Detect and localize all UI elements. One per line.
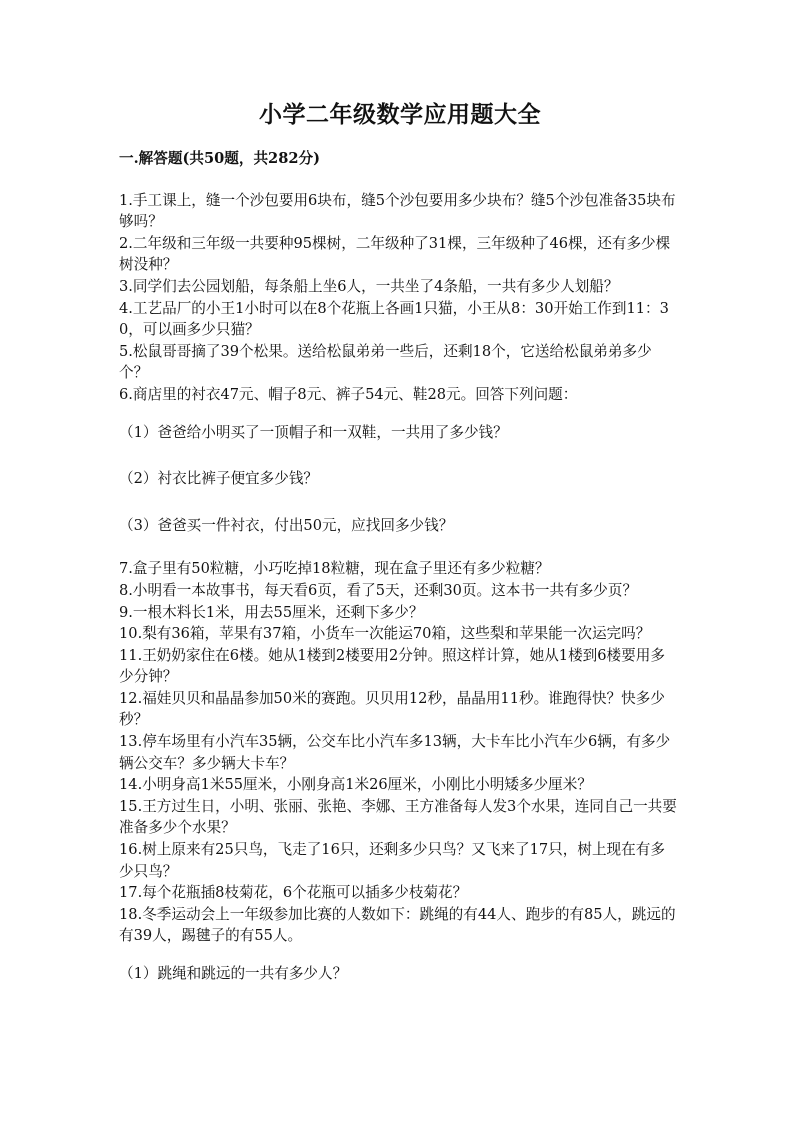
question-9: 9.一根木料长1米，用去55厘米，还剩下多少？ bbox=[119, 603, 424, 621]
question-2: 2.二年级和三年级一共要种95棵树，二年级种了31棵，三年级种了46棵，还有多少棵树没种？ bbox=[119, 234, 671, 274]
question-18-sub-1: （1）跳绳和跳远的一共有多少人？ bbox=[119, 965, 348, 982]
question-18: 18.冬季运动会上一年级参加比赛的人数如下：跳绳的有44人、跑步的有85人，跳远的有39人，踢毽子的有55人。 bbox=[119, 905, 676, 945]
question-17: 17.每个花瓶插8枝菊花，6个花瓶可以插多少枝菊花？ bbox=[119, 884, 468, 902]
question-14: 14.小明身高1米55厘米，小刚身高1米26厘米，小刚比小明矮多少厘米？ bbox=[119, 776, 592, 794]
document-body bbox=[119, 148, 679, 985]
question-6-sub-2: （2）衬衣比裤子便宜多少钱？ bbox=[119, 470, 319, 488]
question-6: 6.商店里的衬衣47元、帽子8元、裤子54元、鞋28元。回答下列问题： bbox=[119, 385, 578, 403]
question-8: 8.小明看一本故事书，每天看6页，看了5天，还剩30页。这本书一共有多少页？ bbox=[119, 581, 638, 599]
page-title: 小学二年级数学应用题大全 bbox=[259, 101, 541, 128]
question-10: 10.梨有36箱，苹果有37箱，小货车一次能运70箱，这些梨和苹果能一次运完吗？ bbox=[119, 625, 651, 643]
question-3: 3.同学们去公园划船，每条船上坐6人，一共坐了4条船，一共有多少人划船？ bbox=[119, 277, 619, 295]
section-heading: 一.解答题(共50题，共282分) bbox=[119, 150, 321, 167]
question-11: 11.王奶奶家住在6楼。她从1楼到2楼要用2分钟。照这样计算，她从1楼到6楼要用多少分钟？ bbox=[119, 646, 665, 686]
question-5: 5.松鼠哥哥摘了39个松果。送给松鼠弟弟一些后，还剩18个，它送给松鼠弟弟多少个？ bbox=[119, 342, 652, 382]
question-6-sub-1: （1）爸爸给小明买了一顶帽子和一双鞋，一共用了多少钱？ bbox=[119, 423, 508, 441]
question-13: 13.停车场里有小汽车35辆，公交车比小汽车多13辆，大卡车比小汽车少6辆，有多少辆公交车？多少辆大卡车？ bbox=[119, 733, 671, 772]
question-12: 12.福娃贝贝和晶晶参加50米的赛跑。贝贝用12秒，晶晶用11秒。谁跑得快？快多少秒？ bbox=[119, 689, 665, 729]
question-4: 4.工艺品厂的小王1小时可以在8个花瓶上各画1只猫，小王从8：30开始工作到11：30，可以画多少只猫？ bbox=[119, 299, 669, 339]
question-6-sub-3: （3）爸爸买一件衬衣，付出50元，应找回多少钱？ bbox=[119, 516, 454, 534]
question-7: 7.盒子里有50粒糖，小巧吃掉18粒糖，现在盒子里还有多少粒糖？ bbox=[119, 560, 550, 578]
question-1: 1.手工课上，缝一个沙包要用6块布，缝5个沙包要用多少块布？缝5个沙包准备35块布够吗？ bbox=[119, 191, 676, 231]
question-16: 16.树上原来有25只鸟，飞走了16只，还剩多少只鸟？又飞来了17只，树上现在有多少只鸟？ bbox=[119, 841, 665, 880]
question-15: 15.王方过生日，小明、张丽、张艳、李娜、王方准备每人发3个水果，连同自己一共要准备多少个水果？ bbox=[119, 797, 677, 837]
